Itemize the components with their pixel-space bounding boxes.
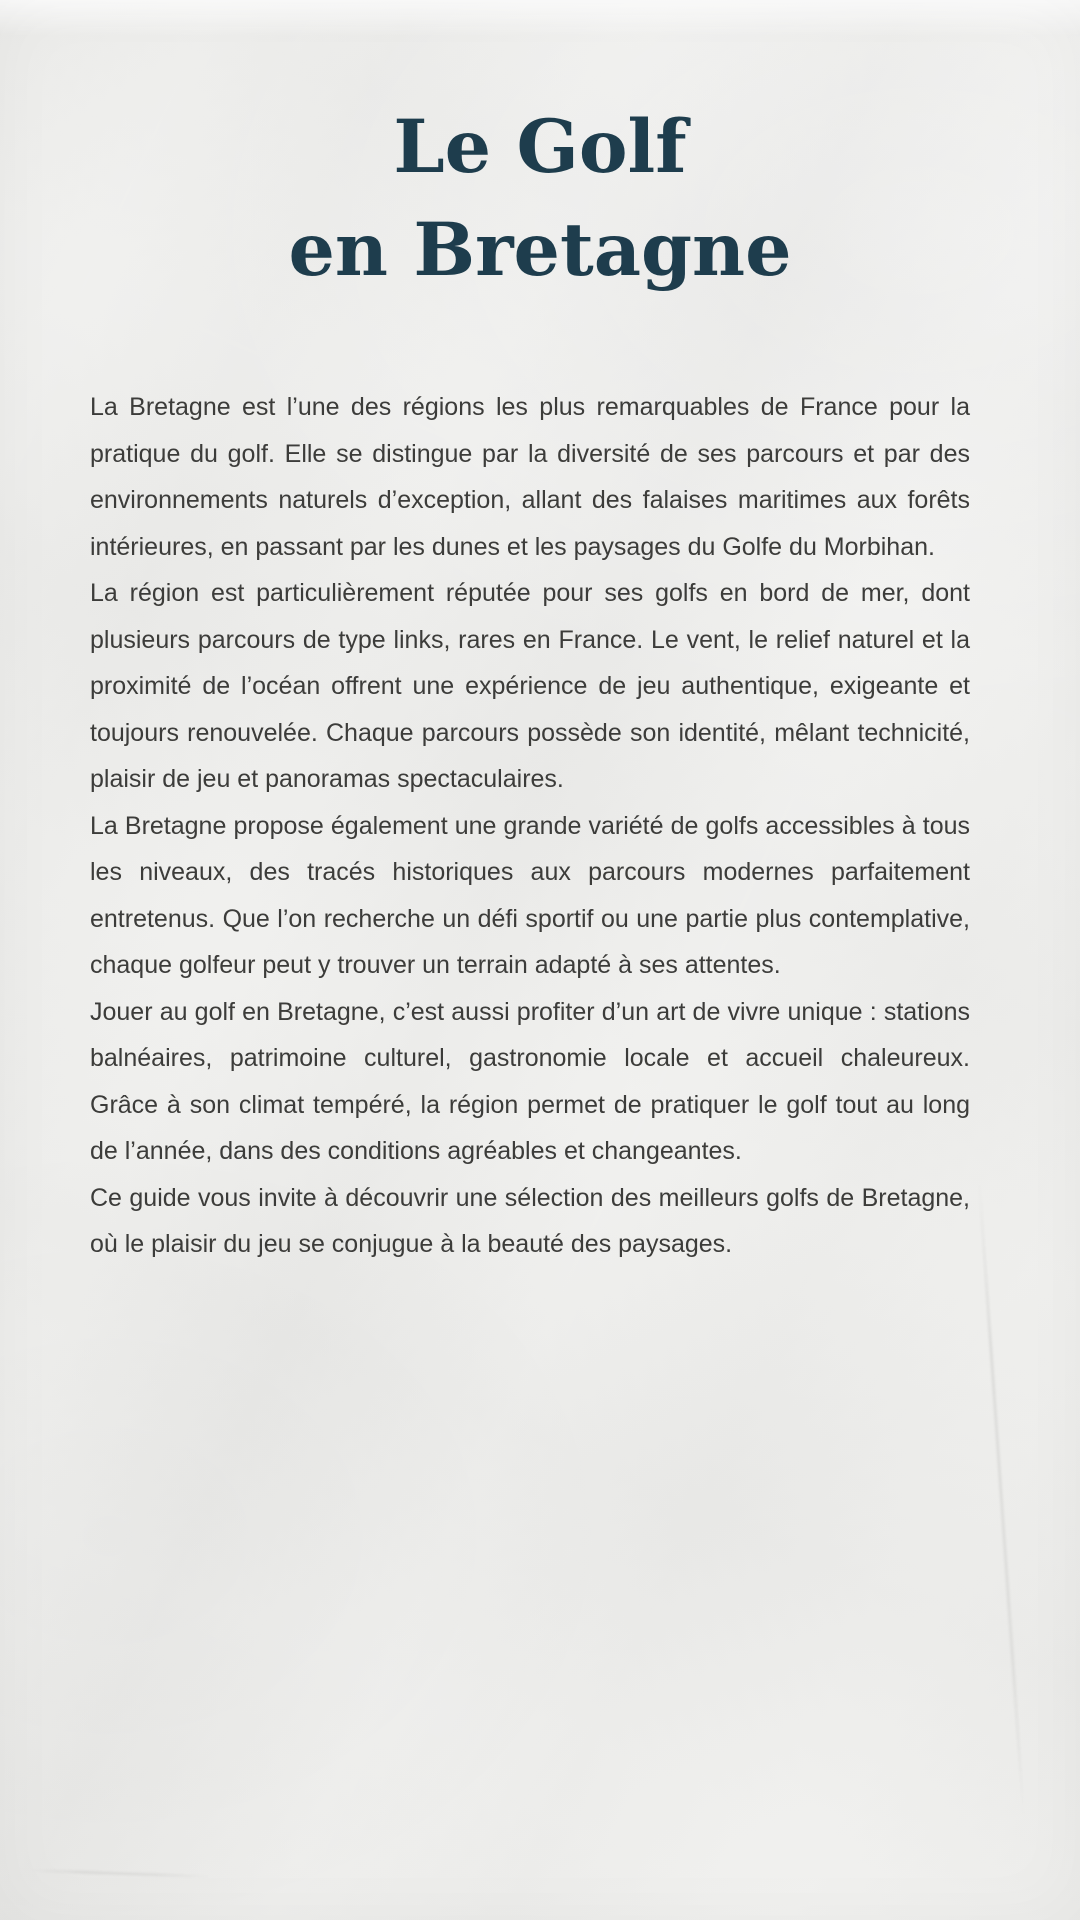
intro-text-block — [90, 384, 970, 1268]
page-title-line-1: Le Golf — [393, 104, 687, 190]
page-title-line-2: en Bretagne — [288, 207, 792, 293]
paragraph-art-de-vivre: Jouer au golf en Bretagne, c’est aussi profiter d’un art de vivre unique : stations balnéaires, patrimoine culturel, gastronomie locale et accueil chaleureux. Grâce à son climat tempéré, la région permet de pratiquer le golf tout au long de l’année, dans des conditions agréables et changeantes. — [90, 997, 970, 1165]
paper-crease-decoration — [978, 1181, 1026, 1820]
paragraph-bord-de-mer: La région est particulièrement réputée pour ses golfs en bord de mer, dont plusieurs parcours de type links, rares en France. Le vent, le relief naturel et la proximité de l’océan offrent une expérience de jeu authentique, exigeante et toujours renouvelée. Chaque parcours possède son identité, mêlant technicité, plaisir de jeu et panoramas spectaculaires. — [90, 579, 970, 793]
paragraph-diversite: La Bretagne est l’une des régions les plus remarquables de France pour la pratique du golf. Elle se distingue par la diversité de ses parcours et par des environnements naturels d’exception, allant des falaises maritimes aux forêts intérieures, en passant par les dunes et les paysages du Golfe du Morbihan. — [90, 393, 970, 561]
paper-crease-decoration — [30, 1869, 210, 1878]
paragraph-guide-invitation: Ce guide vous invite à découvrir une sélection des meilleurs golfs de Bretagne, où le plaisir du jeu se conjugue à la beauté des paysages. — [90, 1183, 970, 1258]
paragraph-tous-niveaux: La Bretagne propose également une grande variété de golfs accessibles à tous les niveaux, des tracés historiques aux parcours modernes parfaitement entretenus. Que l’on recherche un défi sportif ou une partie plus contemplative, chaque golfeur peut y trouver un terrain adapté à ses attentes. — [90, 811, 970, 979]
page-title — [0, 96, 1080, 302]
